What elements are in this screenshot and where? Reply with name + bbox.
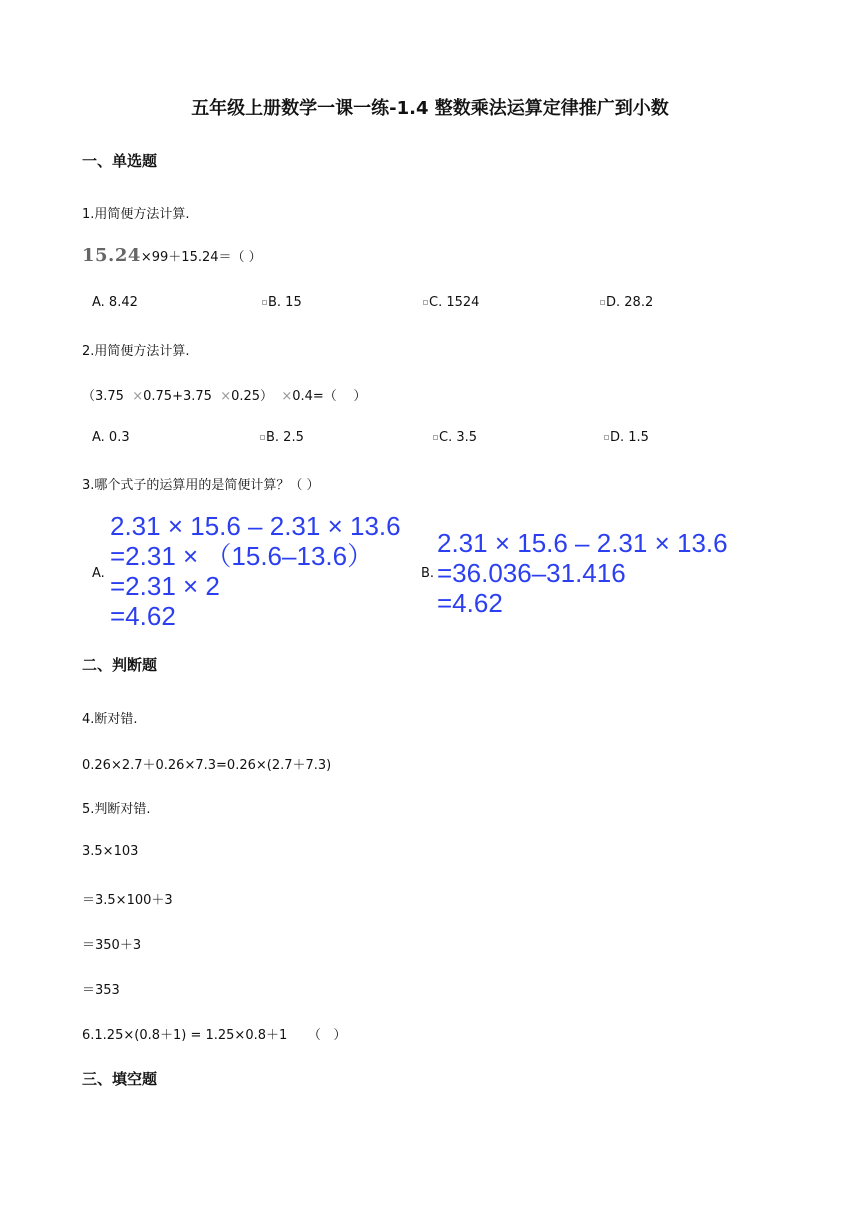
question-5-line: ＝350＋3 [82,938,142,953]
question-3-stem: 3.哪个式子的运算用的是简便计算？（ ） [82,478,320,493]
question-5-line: ＝353 [82,983,120,998]
question-3-option-a-calculation [110,511,401,631]
question-1-option-a[interactable]: A. 8.42 [92,295,138,310]
bullet-icon [423,300,428,305]
calc-line: =2.31 × （15.6–13.6） [110,541,374,571]
calc-line: =36.036–31.416 [437,558,626,588]
question-2-option-a[interactable]: A. 0.3 [92,430,130,445]
calc-line: =4.62 [437,588,503,618]
question-2-option-c[interactable]: C. 3.5 [433,430,477,445]
question-3-option-b-label[interactable]: B. [421,566,435,581]
question-1-expression-text: ×99＋15.24＝（ ） [140,250,262,265]
question-5-stem: 5.判断对错. [82,802,151,817]
question-4-expression: 0.26×2.7＋0.26×7.3=0.26×(2.7＋7.3) [82,758,332,773]
question-1-option-d[interactable]: D. 28.2 [600,295,653,310]
question-4-stem: 4.断对错. [82,712,138,727]
question-2-expression: （3.75 ×0.75+3.75 ×0.25） ×0.4=（ ） [82,389,367,404]
question-1-expression [82,245,262,266]
question-3-option-a-label[interactable]: A. [92,566,105,581]
question-1-option-b[interactable]: B. 15 [262,295,302,310]
question-2-option-d[interactable]: D. 1.5 [604,430,649,445]
question-1-stem: 1.用简便方法计算. [82,207,190,222]
question-3-option-b-calculation [437,528,728,618]
calc-line: =2.31 × 2 [110,571,220,601]
question-1-option-c[interactable]: C. 1524 [423,295,479,310]
section-heading-fill-blank: 三、填空题 [82,1070,158,1088]
bullet-icon [433,435,438,440]
bullet-icon [604,435,609,440]
section-heading-true-false: 二、判断题 [82,656,158,674]
question-6-stem: 6.1.25×(0.8＋1) = 1.25×0.8＋1 （ ） [82,1028,347,1043]
question-5-line: 3.5×103 [82,844,139,859]
question-2-stem: 2.用简便方法计算. [82,344,190,359]
bullet-icon [262,300,267,305]
question-2-option-b[interactable]: B. 2.5 [260,430,304,445]
calc-line: 2.31 × 15.6 – 2.31 × 13.6 [437,528,728,558]
bullet-icon [600,300,605,305]
calc-line: 2.31 × 15.6 – 2.31 × 13.6 [110,511,401,541]
section-heading-single-choice: 一、单选题 [82,152,158,170]
bullet-icon [260,435,265,440]
question-5-line: ＝3.5×100＋3 [82,893,173,908]
page-title: 五年级上册数学一课一练-1.4 整数乘法运算定律推广到小数 [191,98,669,119]
question-1-number-image: 15.24 [82,245,141,266]
calc-line: =4.62 [110,601,176,631]
